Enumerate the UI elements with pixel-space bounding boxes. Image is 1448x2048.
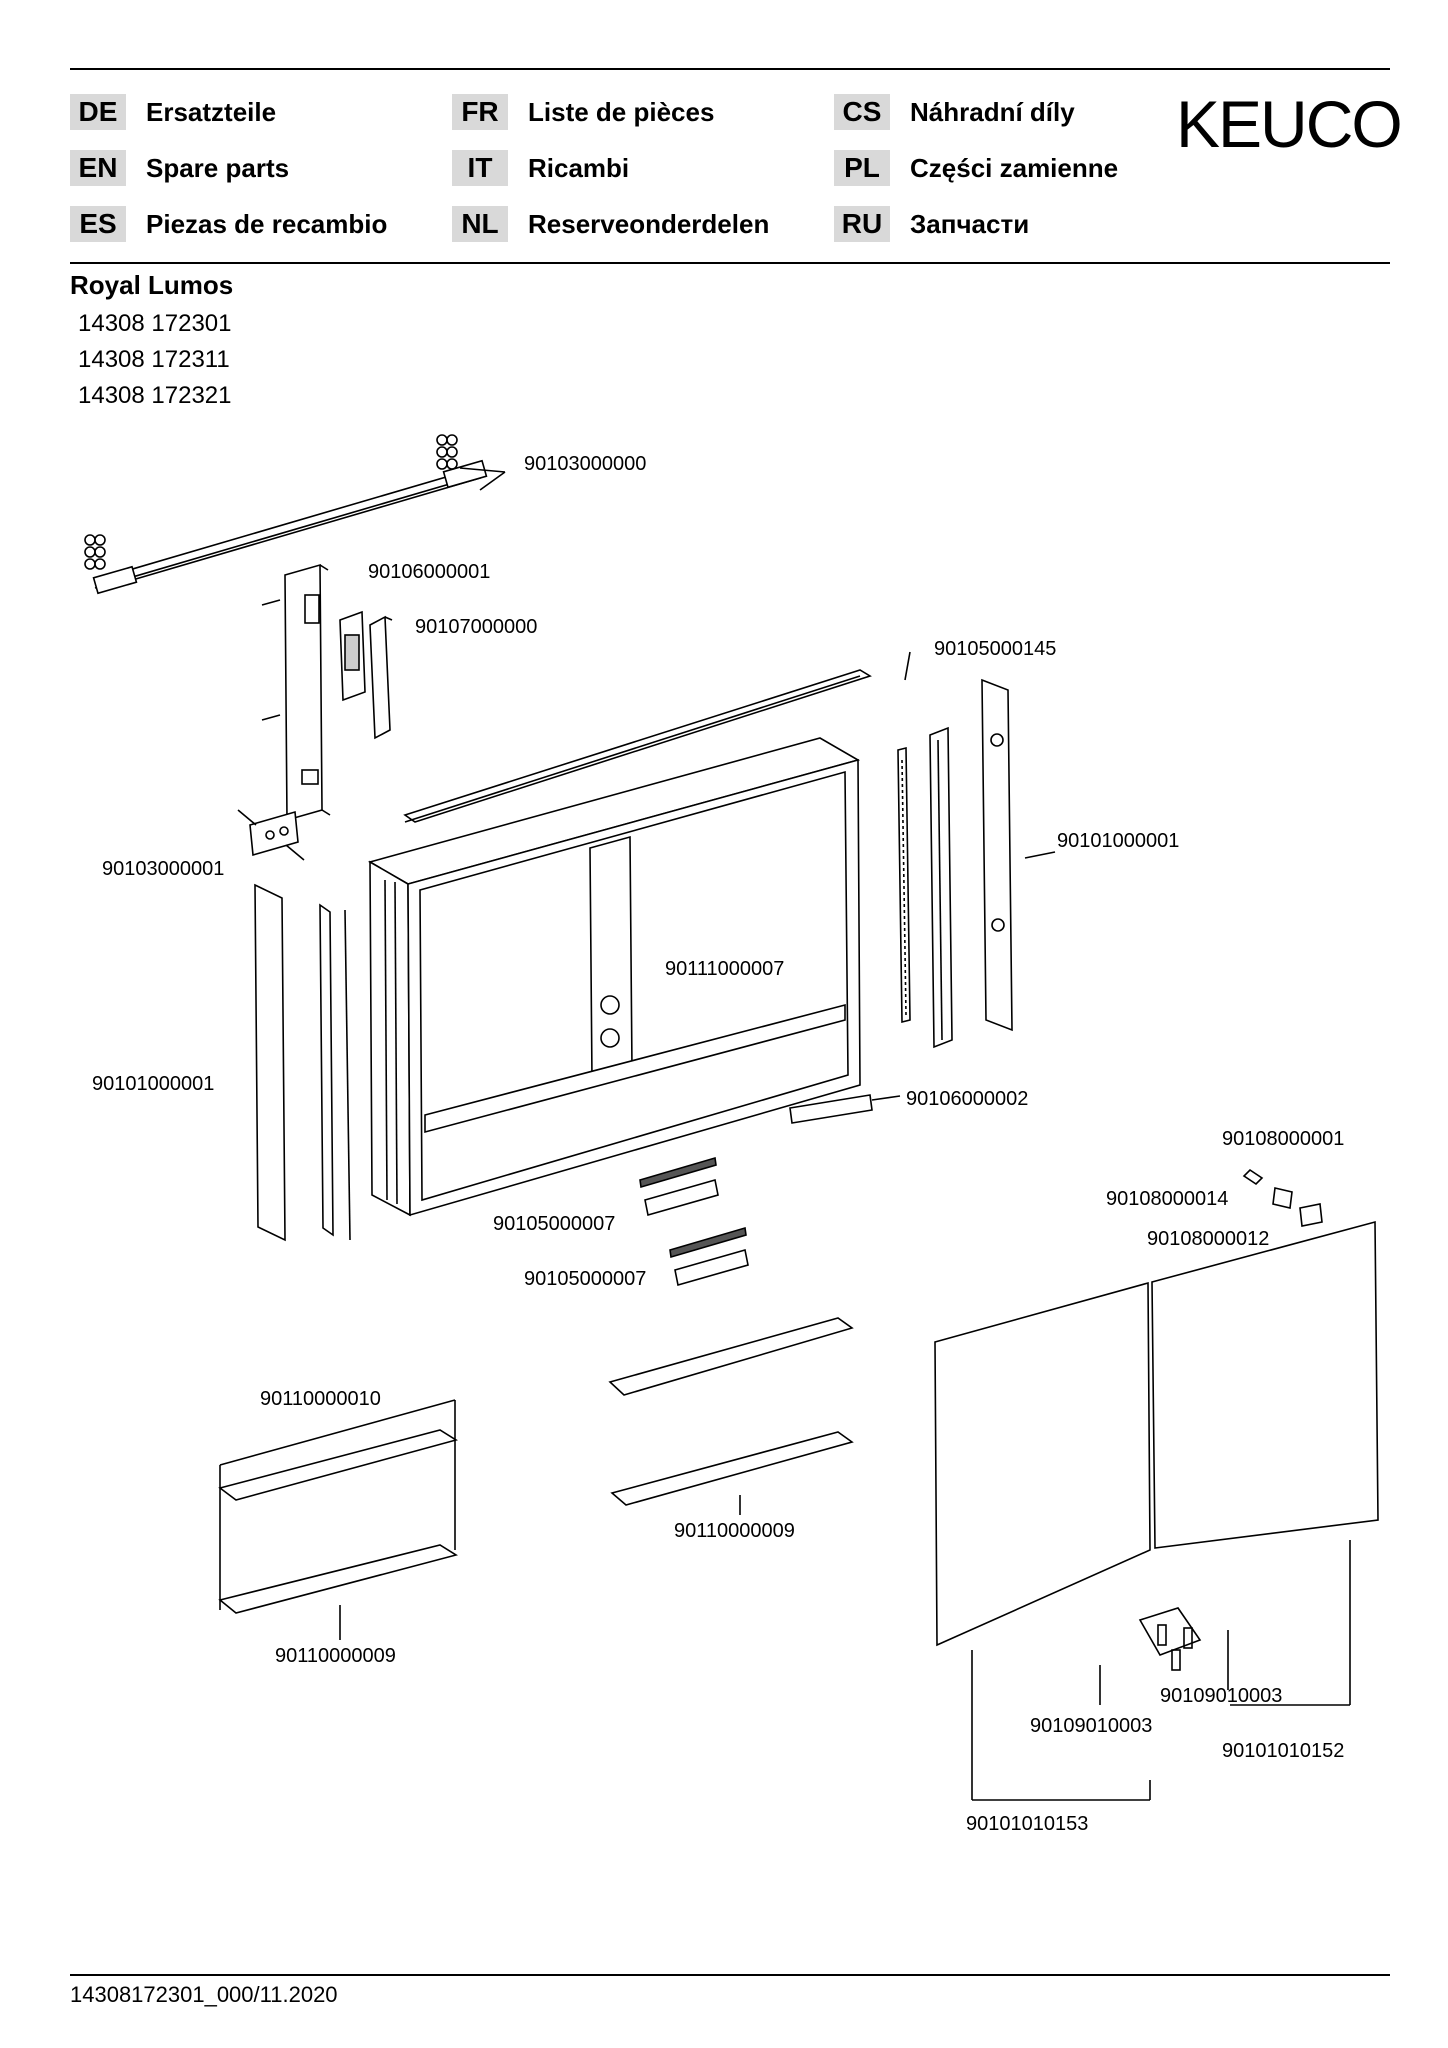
part-label: 90109010003 — [1030, 1715, 1153, 1737]
product-title: Royal Lumos — [70, 270, 234, 300]
left-side-panels — [255, 885, 350, 1240]
part-label: 90110000010 — [260, 1388, 381, 1410]
lang-code-badge: EN — [70, 150, 126, 186]
document-id: 14308172301_000/11.2020 — [70, 1982, 338, 2007]
driver-unit — [340, 612, 365, 700]
shelf-left-upper — [220, 1430, 456, 1500]
part-label: 90105000145 — [934, 638, 1057, 660]
article-number: 14308 172301 — [78, 310, 232, 337]
part-label: 90109010003 — [1160, 1685, 1283, 1707]
light-guides-lower — [670, 1228, 748, 1285]
bracket-with-screws — [238, 810, 304, 860]
right-side-rail — [930, 728, 952, 1047]
article-number: 14308 172311 — [78, 346, 230, 373]
part-label: 90110000009 — [674, 1520, 795, 1542]
lang-code-badge: RU — [834, 206, 890, 242]
part-label: 90111000007 — [665, 958, 785, 980]
lang-label: Ricambi — [528, 152, 630, 183]
part-label: 90101010152 — [1222, 1740, 1345, 1762]
part-label: 90110000009 — [275, 1645, 396, 1667]
lang-label: Liste de pièces — [528, 96, 715, 127]
electrical-panel — [262, 565, 330, 820]
hinge-set — [1244, 1170, 1322, 1226]
lang-code-badge: PL — [834, 150, 890, 186]
lang-code-badge: ES — [70, 206, 126, 242]
part-label: 90108000001 — [1222, 1128, 1345, 1150]
part-label: 90106000002 — [906, 1088, 1029, 1110]
lang-code-badge: IT — [452, 150, 508, 186]
keuco-logo: KEUCO — [1176, 87, 1401, 161]
lang-label: Spare parts — [146, 152, 290, 183]
part-label: 90107000000 — [415, 616, 538, 638]
right-side-panel — [982, 680, 1055, 1030]
part-label: 90103000000 — [524, 453, 647, 475]
part-label: 90101010153 — [966, 1813, 1089, 1835]
lang-label: Reserveonderdelen — [528, 208, 770, 239]
lang-label: Części zamienne — [910, 152, 1119, 183]
shelf-left-lower — [220, 1545, 456, 1613]
part-label: 90106000001 — [368, 561, 491, 583]
part-label: 90101000001 — [1057, 830, 1180, 852]
led-strip — [898, 652, 910, 1022]
part-label: 90108000014 — [1106, 1188, 1229, 1210]
article-number: 14308 172321 — [78, 382, 232, 409]
lang-code-badge: NL — [452, 206, 508, 242]
door-stops — [1140, 1608, 1200, 1670]
part-label: 90103000001 — [102, 858, 225, 880]
part-label: 90101000001 — [92, 1073, 215, 1095]
lang-label: Ersatzteile — [146, 96, 277, 127]
shelf-center-lower — [612, 1432, 852, 1505]
footer-rule — [70, 1974, 1390, 1976]
lang-label: Запчасти — [910, 208, 1030, 239]
door-left — [935, 1283, 1150, 1645]
part-label: 90105000007 — [493, 1213, 616, 1235]
lang-code-badge: DE — [70, 94, 126, 130]
driver-cover — [370, 617, 392, 738]
part-label: 90108000012 — [1147, 1228, 1270, 1250]
lang-code-badge: FR — [452, 94, 508, 130]
part-label: 90105000007 — [524, 1268, 647, 1290]
lang-label: Piezas de recambio — [146, 208, 388, 239]
door-right — [1152, 1222, 1378, 1548]
shelf-center-upper — [610, 1318, 852, 1395]
lang-code-badge: CS — [834, 94, 890, 130]
light-guides-upper — [640, 1158, 718, 1215]
lang-label: Náhradní díly — [910, 96, 1075, 127]
